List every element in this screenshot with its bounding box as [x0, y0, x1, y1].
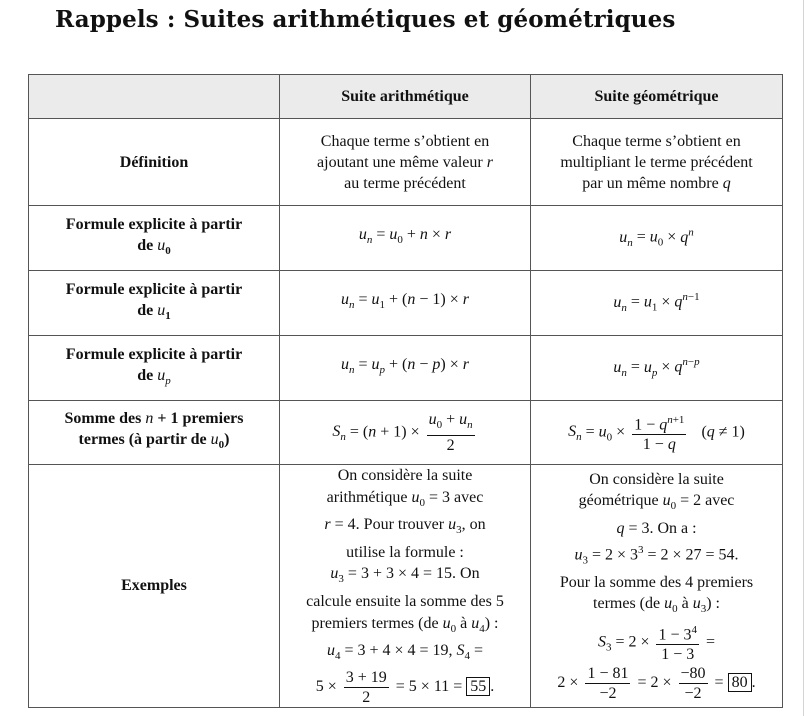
comparison-table — [28, 74, 783, 708]
header-row — [29, 75, 783, 119]
formula-geom-u1: $u_n = u_1 \times q^{n-1}$ — [531, 271, 783, 336]
row-label-definition: Définition — [29, 119, 280, 206]
formula-geom-u0: $u_n = u_0 \times q^n$ — [531, 206, 783, 271]
header-empty-cell — [29, 75, 280, 119]
row-label-explicit-up: Formule explicite à partir de $u_p$ — [29, 336, 280, 401]
example-geom: On considère la suite géométrique $u_0 = 2$ avec q = 3. On a : $u_3 = 2 \times 3^3 = 2 \times 27 = 54$. Pour la somme des 4 premiers termes (de $u_0$ à $u_3$) : $S_3 = 2$ × $\frac{1 - 3^4}{1 - 3}$ = 2 × $\frac{1 - 81}{-2}$ = 2 × $\frac{-80}{-2}$ = 80 . — [531, 465, 783, 708]
row-examples — [29, 465, 783, 708]
row-sum — [29, 401, 783, 465]
header-arith: Suite arithmétique — [280, 75, 531, 119]
row-explicit-u1 — [29, 271, 783, 336]
formula-arith-sum: $S_n = (n + 1)$ × $\frac{u_0 + u_n}{2}$ — [280, 401, 531, 465]
example-arith: On considère la suite arithmétique $u_0 = 3$ avec r = 4. Pour trouver $u_3$, on utilise la formule : $u_3 = 3 + 3 \times 4 = 15$. On calcule ensuite la somme des 5 premiers termes (de $u_0$ à $u_4$) : $u_4 = 3 + 4 \times 4 = 19$, $S_4$ = 5 × $\frac{3 + 19}{2}$ = 5 × 11 = 55 . — [280, 465, 531, 708]
formula-geom-up: $u_n = u_p \times q^{n-p}$ — [531, 336, 783, 401]
row-label-explicit-u1: Formule explicite à partir de $u_1$ — [29, 271, 280, 336]
row-explicit-u0 — [29, 206, 783, 271]
page-edge-line — [803, 0, 804, 716]
formula-geom-sum: $S_n = u_0$ × $\frac{1 - q^{n+1}}{1 - q}$ (q ≠ 1) — [531, 401, 783, 465]
formula-arith-up: $u_n = u_p + (n - p) \times r$ — [280, 336, 531, 401]
formula-arith-u1: $u_n = u_1 + (n - 1) \times r$ — [280, 271, 531, 336]
row-label-examples: Exemples — [29, 465, 280, 708]
definition-geom: Chaque terme s’obtient en multipliant le terme précédent par un même nombre q — [531, 119, 783, 206]
row-definition — [29, 119, 783, 206]
row-label-sum: Somme des n + 1 premiers termes (à partir de $u_0$) — [29, 401, 280, 465]
definition-arith: Chaque terme s’obtient en ajoutant une même valeur r au terme précédent — [280, 119, 531, 206]
row-explicit-up — [29, 336, 783, 401]
page-title: Rappels : Suites arithmétiques et géométriques — [55, 6, 676, 33]
formula-arith-u0: $u_n = u_0 + n \times r$ — [280, 206, 531, 271]
row-label-explicit-u0: Formule explicite à partir de $u_0$ — [29, 206, 280, 271]
header-geom: Suite géométrique — [531, 75, 783, 119]
